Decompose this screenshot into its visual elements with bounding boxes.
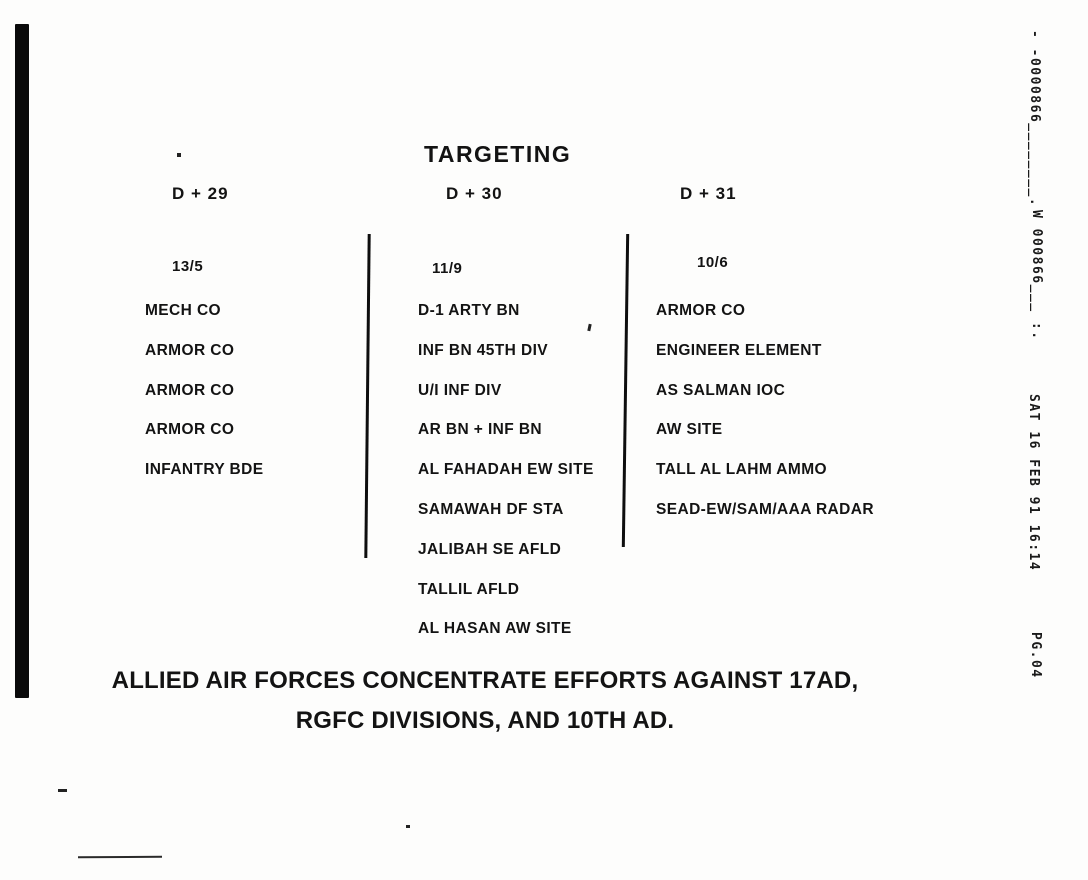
fax-datetime-stamp: SAT 16 FEB 91 16:14 bbox=[1026, 394, 1041, 572]
fax-stamp-mid: W 000866___ :. bbox=[1029, 210, 1044, 341]
target-item: AW SITE bbox=[656, 421, 723, 439]
fax-page-number: PG.04 bbox=[1028, 632, 1043, 679]
target-item: ARMOR CO bbox=[145, 421, 235, 439]
target-item: SEAD-EW/SAM/AAA RADAR bbox=[656, 500, 874, 518]
target-item: U/I INF DIV bbox=[418, 381, 502, 399]
summary-caption-line1: ALLIED AIR FORCES CONCENTRATE EFFORTS AGAINST 17AD, bbox=[111, 667, 859, 694]
scan-artifact-dash bbox=[58, 789, 67, 792]
target-item: AR BN + INF BN bbox=[418, 421, 543, 439]
column-header-d31: D + 31 bbox=[680, 184, 737, 203]
scan-artifact-underline bbox=[78, 856, 162, 859]
target-item: ENGINEER ELEMENT bbox=[656, 341, 822, 359]
target-item: AL FAHADAH EW SITE bbox=[418, 461, 594, 479]
fax-stamp-top: - -0000866________. bbox=[1027, 30, 1042, 208]
target-item: ARMOR CO bbox=[656, 302, 746, 319]
scan-artifact-dot bbox=[406, 825, 410, 828]
column-header-d29: D + 29 bbox=[172, 184, 229, 203]
target-item: INFANTRY BDE bbox=[145, 461, 264, 479]
summary-caption bbox=[0, 661, 970, 741]
scan-edge-bar bbox=[15, 24, 29, 698]
target-item: ARMOR CO bbox=[145, 381, 235, 399]
target-list-d29 bbox=[145, 291, 263, 490]
column-divider bbox=[364, 234, 370, 558]
scan-artifact-dot bbox=[177, 153, 181, 157]
column-header-d30: D + 30 bbox=[446, 184, 503, 203]
target-item: JALIBAH SE AFLD bbox=[418, 540, 562, 558]
target-item: AS SALMAN IOC bbox=[656, 381, 786, 399]
target-item: AL HASAN AW SITE bbox=[418, 620, 572, 638]
target-item: TALL AL LAHM AMMO bbox=[656, 461, 827, 479]
target-list-d31 bbox=[656, 291, 874, 530]
column-divider bbox=[622, 234, 629, 547]
target-item: TALLIL AFLD bbox=[418, 580, 520, 598]
target-item: MECH CO bbox=[145, 302, 221, 319]
column-stat-d31: 10/6 bbox=[697, 254, 729, 271]
target-list-d30 bbox=[418, 291, 594, 649]
column-stat-d30: 11/9 bbox=[432, 260, 463, 277]
column-stat-d29: 13/5 bbox=[172, 258, 204, 275]
target-item: INF BN 45TH DIV bbox=[418, 341, 549, 359]
page-title: TARGETING bbox=[424, 141, 572, 167]
summary-caption-line2: RGFC DIVISIONS, AND 10TH AD. bbox=[295, 707, 675, 734]
target-item: SAMAWAH DF STA bbox=[418, 500, 564, 518]
target-item: ARMOR CO bbox=[145, 341, 235, 359]
target-item: D-1 ARTY BN bbox=[418, 302, 520, 319]
